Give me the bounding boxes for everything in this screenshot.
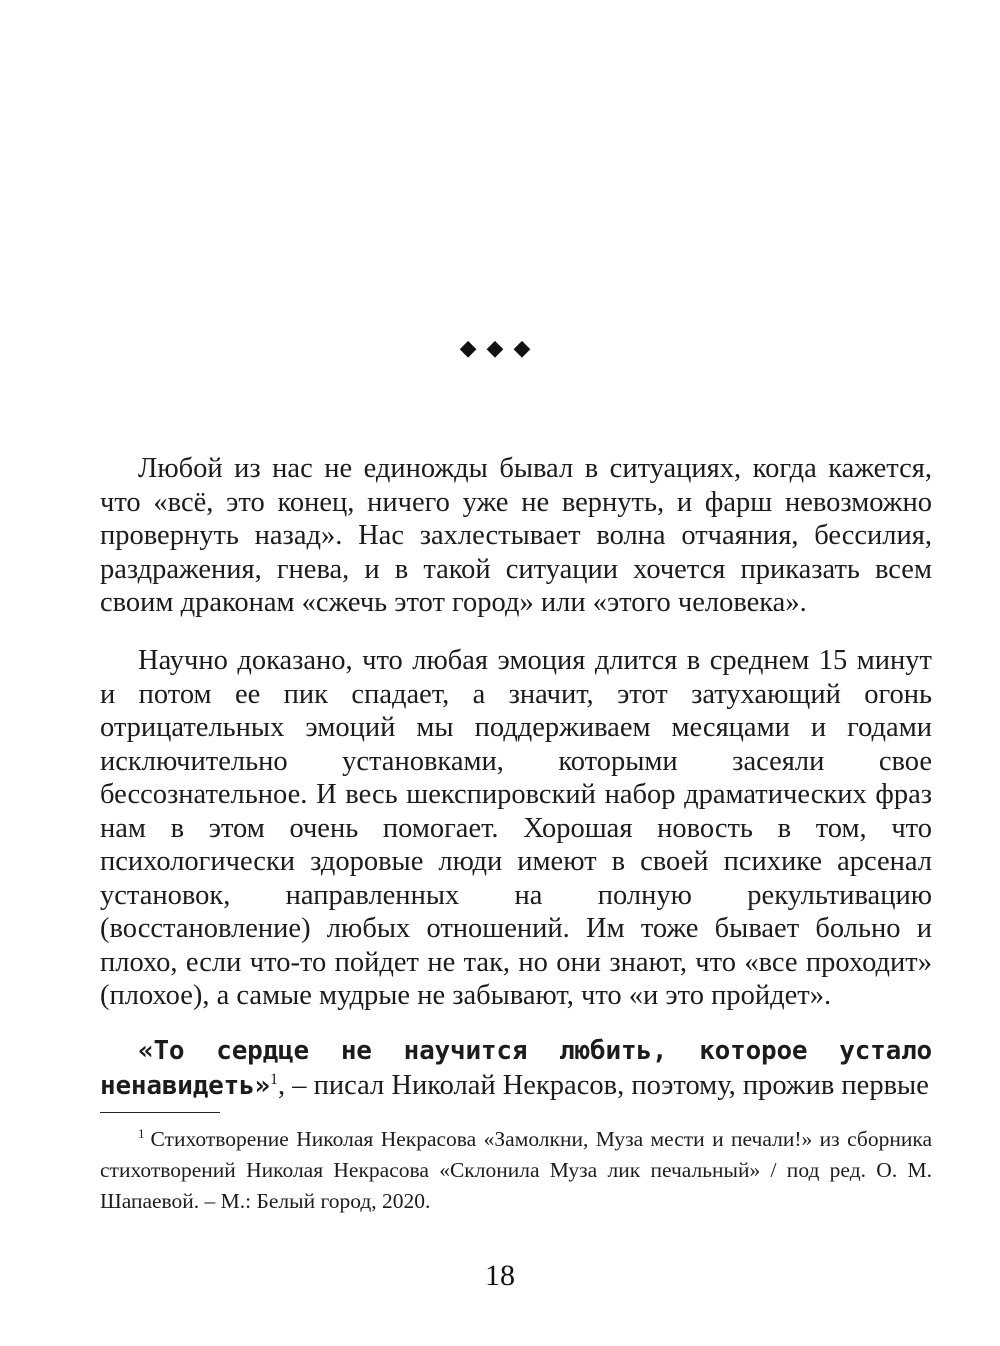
page-number: 18 [485, 1259, 515, 1292]
footnote-text: Стихотворение Николая Некрасова «Замолкни, Муза мести и печали!» из сборника стихотворений Николая Некрасова «Склонила Муза лик печальный» / под ред. О. М. Шапаевой. – М.: Белый город, 2020. [100, 1127, 932, 1213]
footnote-marker: 1 [138, 1126, 145, 1141]
nekrasov-quote: «То сердце не научится любить, которое устало ненавидеть» [100, 1036, 932, 1101]
footnote-reference: 1 [270, 1070, 278, 1088]
paragraph-2: Научно доказано, что любая эмоция длится в среднем 15 минут и потом ее пик спадает, а значит, этот затухающий огонь отрицательных эмоций мы поддерживаем месяцами и годами исключительно установками, которыми засеяли свое бессознательное. И весь шекспировский набор драматических фраз нам в этом очень помогает. Хорошая новость в том, что психологически здоровые люди имеют в своей психике арсенал установок, направленных на полную рекультивацию (восстановление) любых отношений. Им тоже бывает больно и плохо, если что-то пойдет не так, но они знают, что «все проходит» (плохое), а самые мудрые не забывают, что «и это пройдет». [100, 645, 932, 1011]
section-separator: ◆◆◆ [459, 336, 541, 361]
paragraph-3-continuation: , – писал Николай Некрасов, поэтому, прожив первые [278, 1069, 929, 1101]
paragraph-3 [100, 1034, 932, 1103]
footnote [100, 1124, 932, 1217]
paragraph-1: Любой из нас не единожды бывал в ситуациях, когда кажется, что «всё, это конец, ничего уже не вернуть, и фарш невозможно провернуть назад». Нас захлестывает волна отчаяния, бессилия, раздражения, гнева, и в такой ситуации хочется приказать всем своим драконам «сжечь этот город» или «этого человека». [100, 453, 932, 618]
footnote-divider [100, 1112, 220, 1113]
